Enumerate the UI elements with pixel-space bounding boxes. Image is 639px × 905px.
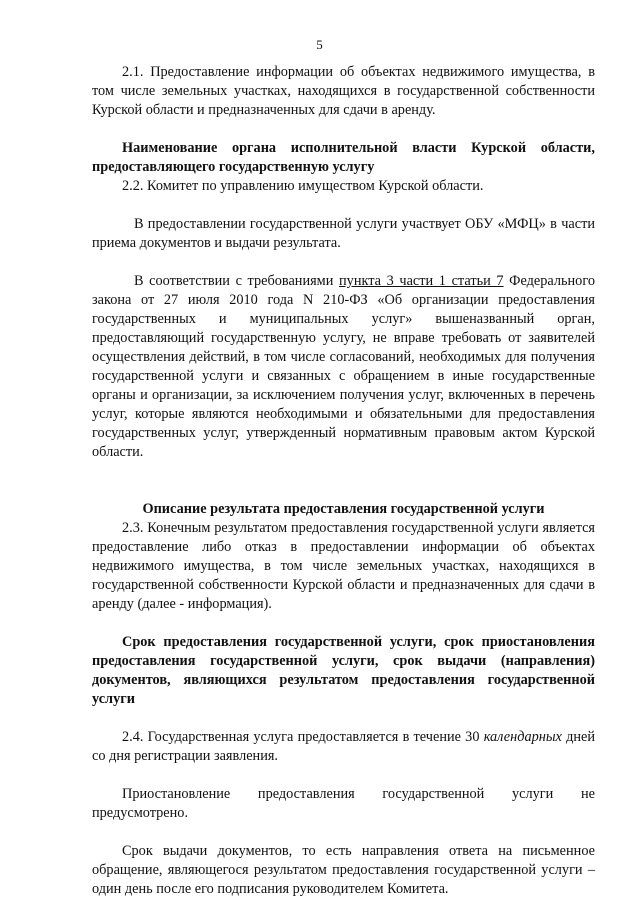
document-body [92,63,595,899]
paragraph-suspension: Приостановление предоставления государственной услуги не предусмотрено. [92,786,595,821]
heading-result: Описание результата предоставления государственной услуги [142,501,545,517]
paragraph-2-1: 2.1. Предоставление информации об объектах недвижимого имущества, в том числе земельных участках, находящихся в государственной собственности Курской области и предназначенных для сдачи в аренду. [92,64,595,118]
page-number: 5 [316,37,323,52]
paragraph-issue-term: Срок выдачи документов, то есть направления ответа на письменное обращение, являющегося результатом предоставления государственной услуги – один день после его подписания руководителем Комитета. [92,843,595,897]
paragraph-2-4 [92,728,595,766]
requirements-rest: Федерального закона от 27 июля 2010 года N 210-ФЗ «Об организации предоставления государственных и муниципальных услуг» вышеназванный орган, предоставляющий государственную услугу, не вправе требовать от заявителей осуществления действий, в том числе согласований, необходимых для получения государственной услуги и связанных с обращением в иные государственные органы и организации, за исключением получения услуг, включенных в перечень услуг, которые являются необходимыми и обязательными для предоставления государственных услуг, утвержденный нормативным правовым актом Курской области. [92,273,595,460]
paragraph-requirements [92,272,595,462]
paragraph-2-3: 2.3. Конечным результатом предоставления государственной услуги является предоставление либо отказ в предоставлении информации об объектах недвижимого имущества, в том числе земельных участках, находящихся в государственной собственности Курской области и предназначенных для сдачи в аренду (далее - информация). [92,520,595,612]
heading-terms: Срок предоставления государственной услуги, срок приостановления предоставления государственной услуги, срок выдачи (направления) документов, являющихся результатом предоставления государственной услуги [92,634,595,707]
paragraph-2-2: 2.2. Комитет по управлению имуществом Курской области. [122,178,484,194]
term-start: 2.4. Государственная услуга предоставляется в течение 30 [122,729,484,745]
term-italic: календарных [483,729,562,745]
paragraph-mfc: В предоставлении государственной услуги участвует ОБУ «МФЦ» в части приема документов и выдачи результата. [92,216,595,251]
term-rest: дней со дня регистрации заявления. [92,729,596,764]
law-reference-link[interactable]: пункта 3 части 1 статьи 7 [339,273,504,289]
heading-authority: Наименование органа исполнительной власти Курской области, предоставляющего государственную услугу [92,140,595,175]
requirements-start: В соответствии с требованиями [134,273,340,289]
